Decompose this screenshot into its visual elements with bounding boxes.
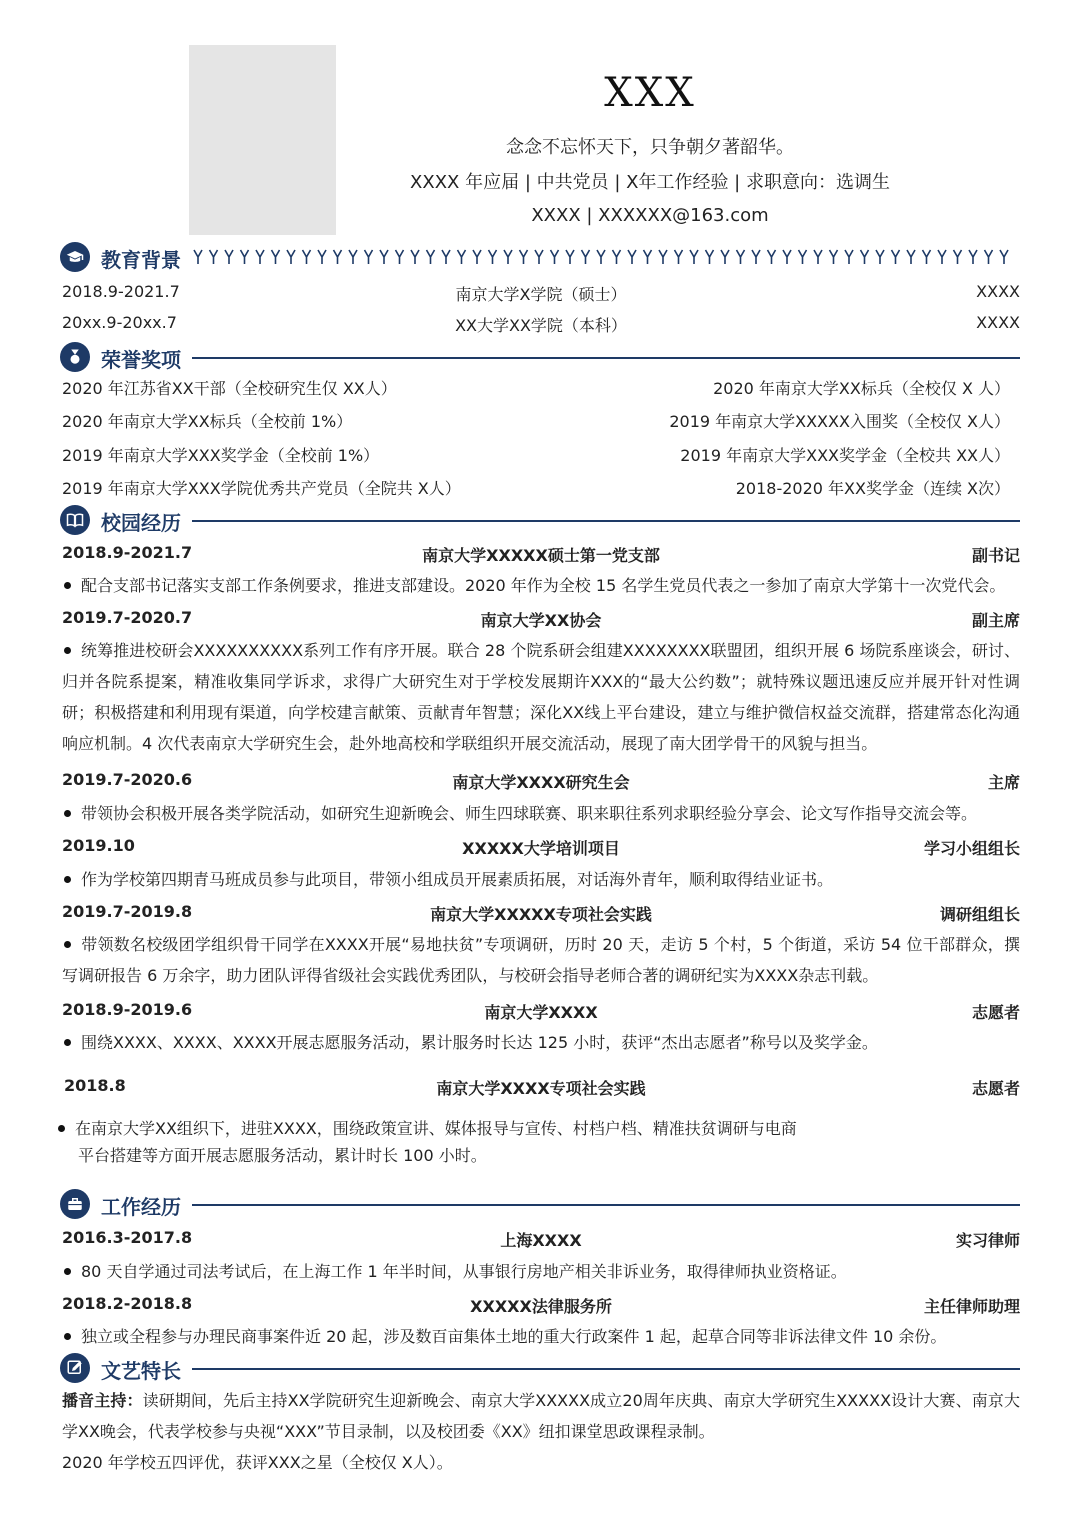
entry-org: 南京大学XXXX研究生会: [452, 773, 630, 792]
decorative-chevron: [349, 250, 357, 264]
education-date: 20xx.9-20xx.7: [62, 313, 177, 332]
decorative-chevron: [923, 250, 931, 264]
honor-item: 2020 年南京大学XX标兵（全校仅 X 人）: [713, 379, 1010, 398]
education-extra: XXXX: [976, 282, 1020, 301]
section-title: 荣誉奖项: [101, 348, 181, 372]
entry-org: 南京大学XXXXX专项社会实践: [430, 905, 652, 924]
basic-info: XXXX 年应届 | 中共党员 | X年工作经验 | 求职意向：选调生: [410, 172, 890, 193]
entry-description: 80 天自学通过司法考试后，在上海工作 1 年半时间，从事银行房地产相关非诉业务，取得律师执业资格证。: [62, 1256, 1020, 1287]
book-icon: [60, 505, 90, 535]
decorative-chevron: [814, 250, 822, 264]
decorative-chevron: [954, 250, 962, 264]
section-education: [58, 240, 1020, 274]
entry-role: 志愿者: [971, 1079, 1020, 1098]
entry-date: 2018.2-2018.8: [62, 1294, 193, 1313]
entry-date: 2019.7-2020.6: [62, 770, 193, 789]
decorative-chevron: [535, 250, 543, 264]
education-date: 2018.9-2021.7: [62, 282, 180, 301]
decorative-chevron: [303, 250, 311, 264]
bullet-icon: [64, 876, 71, 883]
campus-entry-header: [62, 1076, 1020, 1102]
decorative-chevron: [783, 250, 791, 264]
decorative-chevron: [892, 250, 900, 264]
entry-date: 2019.10: [62, 836, 135, 855]
decorative-chevron: [876, 250, 884, 264]
decorative-chevron: [287, 250, 295, 264]
entry-description: 在南京大学XX组织下，进驻XXXX，围绕政策宣讲、媒体报导与宣传、村档户档、精准扶贫调研与电商 平台搭建等方面开展志愿服务活动，累计时长 100 小时。: [56, 1115, 816, 1169]
honor-item: 2019 年南京大学XXX学院优秀共产党员（全院共 X人）: [62, 479, 461, 498]
decorative-chevron: [458, 250, 466, 264]
honor-item: 2020 年江苏省XX干部（全校研究生仅 XX人）: [62, 379, 397, 398]
decorative-chevron: [628, 250, 636, 264]
decorative-chevron: [690, 250, 698, 264]
decorative-chevron: [659, 250, 667, 264]
arts-description: 播音主持：读研期间，先后主持XX学院研究生迎新晚会、南京大学XXXXX成立20周年庆典、南京大学研究生XXXXX设计大赛、南京大学XX晚会，代表学校参与央视“XXX”节目录制，以及校团委《XX》纽扣课堂思政课程录制。: [62, 1391, 1020, 1441]
entry-role: 主席: [987, 773, 1020, 792]
section-honors: [58, 340, 1020, 374]
entry-org: 南京大学XXXX: [484, 1003, 598, 1022]
decorative-chevron: [473, 250, 481, 264]
entry-org: XXXXX大学培训项目: [462, 839, 620, 858]
pen-icon: [60, 1353, 90, 1383]
campus-entry-header: [62, 770, 1020, 796]
decorative-chevron: [861, 250, 869, 264]
decorative-chevron: [845, 250, 853, 264]
decorative-chevron: [489, 250, 497, 264]
bullet-icon: [58, 1125, 65, 1132]
graduation-cap-icon: [60, 242, 90, 272]
decorative-chevron: [396, 250, 404, 264]
profile-photo: [189, 45, 336, 235]
decorative-chevron: [210, 250, 218, 264]
campus-entry-header: [62, 836, 1020, 862]
entry-role: 调研组组长: [939, 905, 1020, 924]
bullet-icon: [64, 582, 71, 589]
bullet-icon: [64, 1268, 71, 1275]
decorative-chevron: [194, 250, 202, 264]
honor-item: 2019 年南京大学XXX奖学金（全校共 XX人）: [680, 446, 1010, 465]
decorative-chevron: [768, 250, 776, 264]
decorative-chevron: [1000, 250, 1008, 264]
decorative-chevron: [582, 250, 590, 264]
entry-org: 上海XXXX: [500, 1231, 582, 1250]
honor-item: 2020 年南京大学XX标兵（全校前 1%）: [62, 412, 353, 431]
decorative-chevron: [830, 250, 838, 264]
decorative-chevron: [799, 250, 807, 264]
medal-icon: [60, 342, 90, 372]
decorative-chevron: [675, 250, 683, 264]
education-row: [62, 313, 1020, 339]
entry-org: 南京大学XXXXX硕士第一党支部: [422, 546, 660, 565]
decorative-chevron: [907, 250, 915, 264]
entry-org: 南京大学XXXX专项社会实践: [436, 1079, 646, 1098]
bullet-icon: [64, 647, 71, 654]
bullet-icon: [64, 1039, 71, 1046]
entry-date: 2019.7-2020.7: [62, 608, 193, 627]
section-divider: [192, 357, 1020, 359]
decorative-chevron: [256, 250, 264, 264]
campus-entry-header: [62, 902, 1020, 928]
campus-entry-header: [62, 608, 1020, 634]
education-school: 南京大学X学院（硕士）: [455, 285, 627, 304]
bullet-icon: [64, 1333, 71, 1340]
decorative-chevron: [613, 250, 621, 264]
decorative-chevron: [411, 250, 419, 264]
work-entry-header: [62, 1294, 1020, 1320]
decorative-chevron: [597, 250, 605, 264]
arts-label: 播音主持：: [62, 1391, 143, 1410]
entry-role: 志愿者: [971, 1003, 1020, 1022]
entry-description: 配合支部书记落实支部工作条例要求，推进支部建设。2020 年作为全校 15 名学生党员代表之一参加了南京大学第十一次党代会。: [62, 570, 1020, 601]
honor-item: 2019 年南京大学XXXXX入围奖（全校仅 X人）: [669, 412, 1010, 431]
entry-role: 副书记: [971, 546, 1020, 565]
decorative-chevron: [272, 250, 280, 264]
entry-date: 2018.9-2019.6: [62, 1000, 193, 1019]
bullet-icon: [64, 810, 71, 817]
section-divider: [192, 1204, 1020, 1206]
decorative-chevron: [721, 250, 729, 264]
education-extra: XXXX: [976, 313, 1020, 332]
candidate-name: XXX: [604, 70, 696, 116]
decorative-chevron: [985, 250, 993, 264]
section-title: 校园经历: [101, 511, 181, 535]
decorative-chevron: [644, 250, 652, 264]
honor-item: 2019 年南京大学XXX奖学金（全校前 1%）: [62, 446, 380, 465]
honor-item: 2018-2020 年XX奖学金（连续 X次）: [735, 479, 1010, 498]
decorative-chevron: [752, 250, 760, 264]
entry-date: 2018.9-2021.7: [62, 543, 193, 562]
entry-description: 带领数名校级团学组织骨干同学在XXXX开展“易地扶贫”专项调研，历时 20 天，走访 5 个村，5 个街道，采访 54 位干部群众，撰写调研报告 6 万余字，助力团队评得省级社会实践优秀团队，与校研会指导老师合著的调研纪实为XXXX杂志刊载。: [62, 935, 1020, 985]
section-title: 工作经历: [101, 1195, 181, 1219]
campus-entry-header: [62, 543, 1020, 569]
section-divider: [192, 520, 1020, 522]
entry-org: XXXXX法律服务所: [470, 1297, 612, 1316]
entry-date: 2016.3-2017.8: [62, 1228, 193, 1247]
entry-role: 实习律师: [955, 1231, 1020, 1250]
decorative-chevron: [365, 250, 373, 264]
decorative-chevron: [938, 250, 946, 264]
decorative-chevron: [225, 250, 233, 264]
briefcase-icon: [60, 1189, 90, 1219]
decorative-chevron: [241, 250, 249, 264]
work-entry-header: [62, 1228, 1020, 1254]
bullet-icon: [64, 941, 71, 948]
motto: 念念不忘怀天下，只争朝夕著韶华。: [506, 137, 794, 158]
entry-description: 围绕XXXX、XXXX、XXXX开展志愿服务活动，累计服务时长达 125 小时，获评“杰出志愿者”称号以及奖学金。: [62, 1027, 1020, 1058]
section-work: [58, 1187, 1020, 1221]
entry-role: 学习小组组长: [923, 839, 1020, 858]
section-arts: [58, 1351, 1020, 1385]
section-divider: [192, 1368, 1020, 1370]
section-title: 文艺特长: [101, 1359, 181, 1383]
decorative-border: [192, 244, 1014, 270]
entry-org: 南京大学XX协会: [480, 611, 602, 630]
contact-info: XXXX | XXXXXX@163.com: [531, 205, 769, 226]
entry-date: 2018.8: [64, 1076, 126, 1095]
decorative-chevron: [334, 250, 342, 264]
section-title: 教育背景: [101, 248, 181, 272]
decorative-chevron: [520, 250, 528, 264]
decorative-chevron: [380, 250, 388, 264]
section-campus: [58, 503, 1020, 537]
decorative-chevron: [706, 250, 714, 264]
entry-description: 统筹推进校研会XXXXXXXXXX系列工作有序开展。联合 28 个院系研会组建XXXXXXXX联盟团，组织开展 6 场院系座谈会，研讨、归并各院系提案，精准收集同学诉求，求得广大研究生对于学校发展期许XXX的“最大公约数”；就特殊议题迅速反应并展开针对性调研；积极搭建和利用现有渠道，向学校建言献策、贡献青年智慧；深化XX线上平台建设，建立与维护微信权益交流群，搭建常态化沟通响应机制。4 次代表南京大学研究生会，赴外地高校和学联组织开展交流活动，展现了南大团学骨干的风貌与担当。: [62, 641, 1020, 753]
education-school: XX大学XX学院（本科）: [455, 316, 627, 335]
arts-award: 2020 年学校五四评优，获评XXX之星（全校仅 X人）。: [62, 1453, 453, 1472]
decorative-chevron: [566, 250, 574, 264]
decorative-chevron: [442, 250, 450, 264]
decorative-chevron: [969, 250, 977, 264]
decorative-chevron: [551, 250, 559, 264]
decorative-chevron: [737, 250, 745, 264]
entry-role: 主任律师助理: [923, 1297, 1020, 1316]
entry-date: 2019.7-2019.8: [62, 902, 193, 921]
entry-role: 副主席: [971, 611, 1020, 630]
entry-description: 作为学校第四期青马班成员参与此项目，带领小组成员开展素质拓展，对话海外青年，顺利取得结业证书。: [62, 864, 1020, 895]
entry-description: 带领协会积极开展各类学院活动，如研究生迎新晚会、师生四球联赛、职来职往系列求职经验分享会、论文写作指导交流会等。: [62, 798, 1020, 829]
entry-description: 独立或全程参与办理民商事案件近 20 起，涉及数百亩集体土地的重大行政案件 1 起，起草合同等非诉法律文件 10 余份。: [62, 1321, 1020, 1352]
campus-entry-header: [62, 1000, 1020, 1026]
decorative-chevron: [504, 250, 512, 264]
decorative-chevron: [318, 250, 326, 264]
education-row: [62, 282, 1020, 308]
decorative-chevron: [427, 250, 435, 264]
